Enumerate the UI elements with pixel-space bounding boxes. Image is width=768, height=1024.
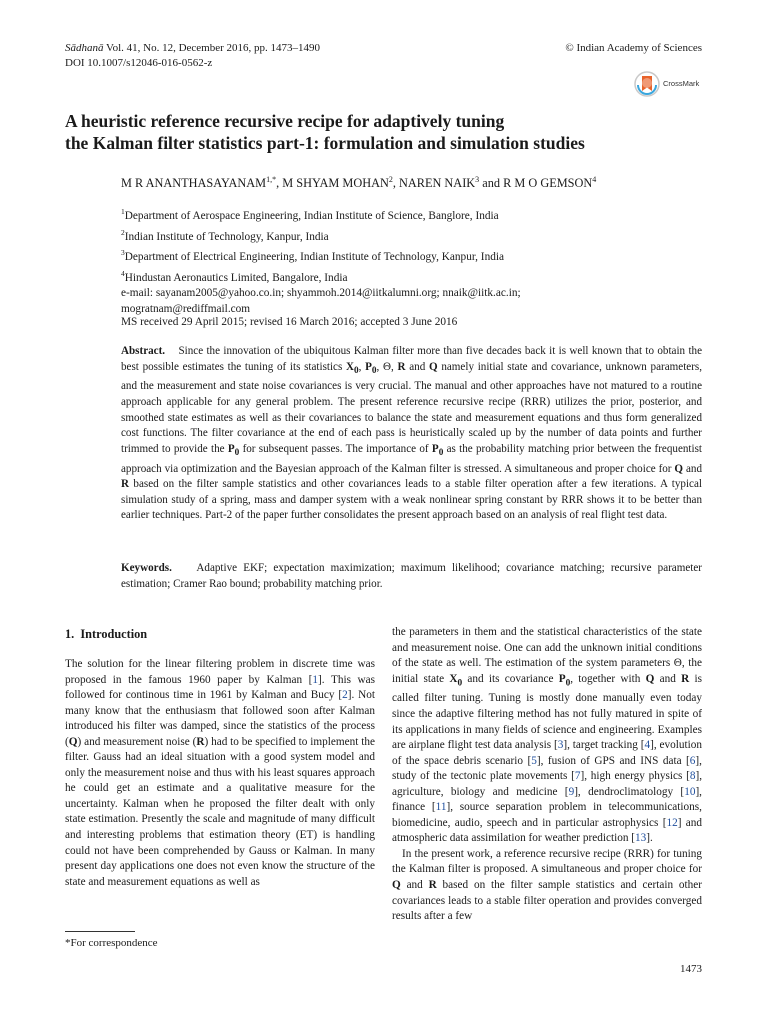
citation-link[interactable]: 5 xyxy=(531,754,537,767)
footnote: *For correspondence xyxy=(65,937,158,949)
citation-link[interactable]: 6 xyxy=(689,754,696,767)
right-column-text: the parameters in them and the statistical characteristics of the state and measurement noise. One can add the unknown initial conditions of the state as well. The estimation of the system parameters Θ, the initial state $X_0$ and its covariance $P_0$, together with Q and R is called filter tuning. Tuning is mostly done manually even today since the adaptive filtering method has not fully matured in spite of its applications in many fields of science and engineering. Examples are airplane flight test data analysis [3], target tracking [4], evolution of the space debris scenario [5], fusion of GPS and INS data [6], study of the tectonic plate movements [7], high energy physics [8], agriculture, biology and medicine [9], dendroclimatology [10], finance [11], source separation problem in telecommunications, biomedicine, audio, speech and in particular astrophysics [12] and atmospheric data assimilation for weather prediction [13]. In the present work, a reference recursive recipe (RRR) for tuning the Kalman filter is proposed. A simultaneous and proper choice for Q and R based on the filter sample statistics and certain other covariances leads to a stable filter operation and provides converged results after a few xyxy=(392,625,702,925)
footnote-divider xyxy=(65,931,135,932)
doi[interactable]: DOI 10.1007/s12046-016-0562-z xyxy=(65,57,213,69)
author: R M O GEMSON$^4$ xyxy=(503,175,597,191)
left-column-text: The solution for the linear filtering problem in discrete time was proposed in the famous 1960 paper by Kalman [1]. This was followed for continous time in 1961 by Kalman and Bucy [2]. Not many know that the enthusiasm that followed soon after Kalman introduced his filter was damped, since the statistics of the process (Q) and measurement noise (R) had to be specified to implement the filter. Gauss had an ideal situation with a good system model and only the measurement noise and thus with his least squares approach he could get an estimate and a qualitative measure for the uncertainty. Kalman when he proposed the filter dealt with only state estimation. Presently the scale and magnitude of many difficult and interesting problems that estimation theory (ET) is handling could not have been comprehended by Gauss or Kalman. In many present day applications one does not even know the structure of the state and measurement equations as well as xyxy=(65,658,376,888)
citation-link[interactable]: 12 xyxy=(666,816,678,829)
section-heading-introduction: 1. Introduction xyxy=(65,627,148,641)
author-list xyxy=(121,172,596,191)
email-line[interactable]: e-mail: sayanam2005@yahoo.co.in; shyammoh.2014@iitkalumni.org; nnaik@iitk.ac.in; xyxy=(121,287,521,300)
citation-link[interactable]: 4 xyxy=(644,739,651,752)
journal-name: Sādhanā xyxy=(65,42,104,54)
crossmark-badge[interactable] xyxy=(634,71,724,99)
crossmark-icon xyxy=(634,71,660,97)
author: M SHYAM MOHAN$^2$, xyxy=(282,175,399,191)
keywords-label: Keywords. xyxy=(121,562,172,574)
citation-link[interactable]: 10 xyxy=(684,785,696,798)
affiliation: $^2$Indian Institute of Technology, Kanpur, India xyxy=(121,227,329,243)
citation-link[interactable]: 9 xyxy=(568,785,575,798)
affiliation: $^4$Hindustan Aeronautics Limited, Bangalore, India xyxy=(121,268,348,284)
paper-title: A heuristic reference recursive recipe for adaptively tuning the Kalman filter statistics part-1: formulation and simulation studies xyxy=(65,111,585,153)
citation-link[interactable]: 11 xyxy=(435,801,447,814)
author: NAREN NAIK$^3$ and xyxy=(399,175,504,191)
keywords: Keywords. Adaptive EKF; expectation maximization; maximum likelihood; covariance matching; recursive parameter estimation; Cramer Rao bound; probability matching prior. xyxy=(121,562,702,590)
citation-link[interactable]: 2 xyxy=(342,689,348,702)
copyright: © Indian Academy of Sciences xyxy=(565,42,702,54)
affiliation: $^1$Department of Aerospace Engineering, Indian Institute of Science, Banglore, India xyxy=(121,207,499,222)
author: M R $ANANTHASAYANAM^{1,*}$, xyxy=(121,175,283,191)
abstract: Abstract. Since the innovation of the ubiquitous Kalman filter more than five decades back it is well known that to obtain the best possible estimates the tuning of its statistics $X_0$, $P_0$, Θ, R and Q namely initial state and covariance, unknown parameters, and the measurement and state noise covariances is very crucial. The manual and other approaches have not matured to a routine approach applicable for any general problem. The present reference recursive recipe (RRR) utilizes the prior, posterior, and smoothed state estimates as well as their covariances to balance the state and measurement equations and thus form generalized cost functions. The filter covariance at the end of each pass is heuristically scaled up by the number of data points and further trimmed to provide the $P_0$ for subsequent passes. The importance of $P_0$ as the probability matching prior between the frequentist approach via optimization and the Bayesian approach of the Kalman filter is stressed. A simultaneous and proper choice for Q and R based on the filter sample statistics and other covariances leads to a stable filter operation after a few iterations. A typical simulation study of a spring, mass and damper system with a weak nonlinear spring constant by RRR shows it to be better than earlier techniques. Part-2 of the paper further consolidates the present approach based on an analysis of real flight test data. xyxy=(121,345,703,522)
received-dates: MS received 29 April 2015; revised 16 March 2016; accepted 3 June 2016 xyxy=(121,316,458,328)
citation-link[interactable]: 1 xyxy=(312,673,319,686)
affiliations xyxy=(121,204,721,318)
abstract-label: Abstract. xyxy=(121,345,166,357)
journal-header xyxy=(65,41,320,71)
affiliation: $^3$Department of Electrical Engineering, Indian Institute of Technology, Kanpur, India xyxy=(121,248,505,263)
journal-citation: Sādhanā Vol. 41, No. 12, December 2016, pp. 1473–1490 xyxy=(65,42,321,54)
paragraph: In the present work, a reference recursive recipe (RRR) for tuning the Kalman filter is proposed. A simultaneous and proper choice for Q and R based on the filter sample statistics and certain other covariances leads to a stable filter operation and provides converged results after a few xyxy=(392,847,703,923)
citation-link[interactable]: 8 xyxy=(689,770,696,783)
crossmark-label: CrossMark xyxy=(663,79,700,88)
page-number: 1473 xyxy=(680,963,702,975)
citation-link[interactable]: 7 xyxy=(574,770,581,783)
citation-link[interactable]: 3 xyxy=(557,739,564,752)
email-line[interactable]: mogratnam@rediffmail.com xyxy=(121,303,251,316)
citation-link[interactable]: 13 xyxy=(635,832,647,845)
